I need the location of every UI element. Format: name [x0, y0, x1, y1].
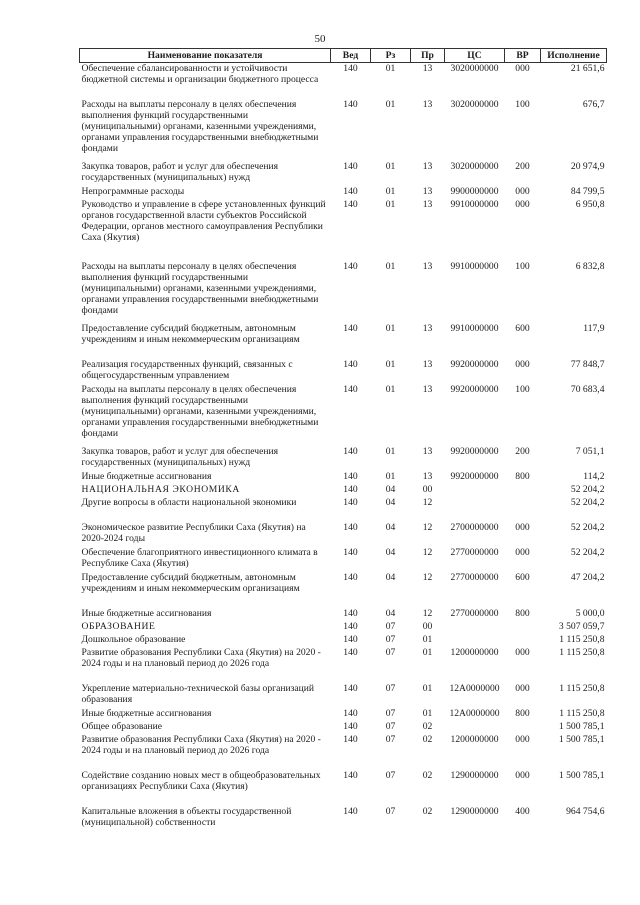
- rz-cell: 07: [385, 620, 396, 632]
- table-row: [80, 608, 607, 621]
- vr-cell: 800: [515, 707, 530, 719]
- rz-cell: 01: [385, 198, 396, 210]
- execution-cell: 676,7: [582, 98, 605, 110]
- execution-cell: 1 500 785,1: [558, 769, 605, 781]
- cs-cell: [445, 721, 505, 734]
- pr-cell: 13: [422, 160, 433, 172]
- execution-cell: 52 204,2: [570, 546, 605, 558]
- ved-cell: 140: [343, 720, 358, 732]
- indicator-name-cell: Развитие образования Республики Саха (Якутия) на 2020 - 2024 годы и на плановый период до 2026 года: [81, 733, 321, 756]
- cs-cell: 9910000000: [450, 260, 499, 272]
- execution-cell: 52 204,2: [570, 496, 605, 508]
- table-row: [80, 497, 607, 522]
- table-row: [80, 547, 607, 572]
- execution-cell: 114,2: [583, 470, 605, 482]
- indicator-name-cell: ОБРАЗОВАНИЕ: [81, 620, 156, 632]
- rz-cell: 01: [385, 383, 396, 395]
- vr-cell: 000: [515, 185, 530, 197]
- rz-cell: 01: [385, 185, 396, 197]
- pr-cell: 12: [422, 496, 433, 508]
- cs-cell: 9920000000: [450, 470, 499, 482]
- vr-cell: [505, 634, 541, 647]
- column-header-execution: Исполнение: [541, 49, 607, 63]
- column-header-ved: Вед: [331, 49, 371, 63]
- pr-cell: 00: [422, 620, 433, 632]
- indicator-name-cell: Иные бюджетные ассигнования: [81, 470, 212, 482]
- execution-cell: 70 683,4: [570, 383, 605, 395]
- table-row: [80, 446, 607, 471]
- execution-cell: 20 974,9: [570, 160, 605, 172]
- page-number: 50: [314, 33, 326, 45]
- table-row: [80, 199, 607, 261]
- pr-cell: 02: [422, 720, 433, 732]
- cs-cell: 2770000000: [450, 607, 499, 619]
- pr-cell: 02: [422, 769, 433, 781]
- pr-cell: 12: [422, 607, 433, 619]
- ved-cell: 140: [343, 160, 358, 172]
- table-row: [80, 734, 607, 770]
- table-row: [80, 384, 607, 446]
- rz-cell: 07: [385, 646, 396, 658]
- vr-cell: 400: [515, 805, 530, 817]
- cs-cell: 9910000000: [450, 198, 499, 210]
- vr-cell: 000: [515, 63, 530, 74]
- indicator-name-cell: Непрограммные расходы: [81, 185, 185, 197]
- table-row: [80, 63, 607, 99]
- indicator-name-cell: Иные бюджетные ассигнования: [81, 607, 212, 619]
- execution-cell: 1 500 785,1: [558, 720, 605, 732]
- vr-cell: 800: [515, 470, 530, 482]
- rz-cell: 07: [385, 682, 396, 694]
- table-row: [80, 186, 607, 199]
- execution-cell: 52 204,2: [570, 483, 605, 495]
- execution-cell: 7 051,1: [575, 445, 605, 457]
- rz-cell: 07: [385, 769, 396, 781]
- vr-cell: 000: [515, 733, 530, 745]
- pr-cell: 13: [422, 322, 433, 334]
- indicator-name-cell: Обеспечение благоприятного инвестиционного климата в Республике Саха (Якутия): [81, 546, 318, 569]
- vr-cell: 100: [515, 98, 530, 110]
- pr-cell: 13: [422, 445, 433, 457]
- execution-cell: 1 115 250,8: [559, 646, 605, 658]
- vr-cell: 000: [515, 358, 530, 370]
- cs-cell: 9910000000: [450, 322, 499, 334]
- cs-cell: 2770000000: [450, 546, 499, 558]
- ved-cell: 140: [343, 546, 358, 558]
- rz-cell: 01: [385, 470, 396, 482]
- table-row: [80, 323, 607, 359]
- pr-cell: 01: [422, 633, 433, 645]
- table-row: [80, 261, 607, 323]
- table-row: [80, 621, 607, 634]
- vr-cell: 000: [515, 546, 530, 558]
- budget-execution-table: [79, 48, 607, 831]
- indicator-name-cell: Предоставление субсидий бюджетным, автономным учреждениям и иным некоммерческим организациям: [81, 571, 300, 594]
- execution-cell: 6 832,8: [575, 260, 605, 272]
- ved-cell: 140: [343, 707, 358, 719]
- vr-cell: 800: [515, 607, 530, 619]
- indicator-name-cell: Предоставление субсидий бюджетным, автономным учреждениям и иным некоммерческим организациям: [81, 322, 300, 345]
- execution-cell: 77 848,7: [570, 358, 605, 370]
- ved-cell: 140: [343, 521, 358, 533]
- vr-cell: 000: [515, 521, 530, 533]
- indicator-name-cell: Расходы на выплаты персоналу в целях обеспечения выполнения функций государственными (муниципальными) органами, казенными учреждениями, органами управления государственными внебюджетными фондами: [81, 383, 319, 439]
- vr-cell: [505, 484, 541, 497]
- table-row: [80, 634, 607, 647]
- column-header-rz: Рз: [371, 49, 411, 63]
- pr-cell: 13: [422, 383, 433, 395]
- vr-cell: 100: [515, 260, 530, 272]
- table-row: [80, 572, 607, 608]
- column-header-vr: ВР: [505, 49, 541, 63]
- vr-cell: [505, 721, 541, 734]
- pr-cell: 13: [422, 470, 433, 482]
- indicator-name-cell: Общее образование: [81, 720, 163, 732]
- cs-cell: [445, 634, 505, 647]
- cs-cell: 3020000000: [450, 98, 499, 110]
- pr-cell: 01: [422, 646, 433, 658]
- vr-cell: 200: [515, 160, 530, 172]
- cs-cell: [445, 484, 505, 497]
- indicator-name-cell: Содействие созданию новых мест в общеобразовательных организациях Республики Саха (Якутия): [81, 769, 321, 792]
- cs-cell: 3020000000: [450, 63, 499, 74]
- vr-cell: 000: [515, 769, 530, 781]
- indicator-name-cell: Расходы на выплаты персоналу в целях обеспечения выполнения функций государственными (муниципальными) органами, казенными учреждениями, органами управления государственными внебюджетными фондами: [81, 98, 319, 154]
- cs-cell: 3020000000: [450, 160, 499, 172]
- rz-cell: 04: [385, 546, 396, 558]
- table-row: [80, 770, 607, 806]
- pr-cell: 13: [422, 63, 433, 74]
- indicator-name-cell: Дошкольное образование: [81, 633, 186, 645]
- rz-cell: 07: [385, 707, 396, 719]
- execution-cell: 6 950,8: [575, 198, 605, 210]
- table-row: [80, 806, 607, 831]
- ved-cell: 140: [343, 185, 358, 197]
- rz-cell: 01: [385, 445, 396, 457]
- pr-cell: 12: [422, 521, 433, 533]
- pr-cell: 12: [422, 571, 433, 583]
- execution-cell: 117,9: [583, 322, 605, 334]
- pr-cell: 01: [422, 682, 433, 694]
- indicator-name-cell: Другие вопросы в области национальной экономики: [81, 496, 297, 508]
- cs-cell: 1200000000: [450, 646, 499, 658]
- execution-cell: 3 507 059,7: [558, 620, 605, 632]
- ved-cell: 140: [343, 805, 358, 817]
- pr-cell: 13: [422, 358, 433, 370]
- table-row: [80, 161, 607, 186]
- vr-cell: 600: [515, 322, 530, 334]
- indicator-name-cell: Закупка товаров, работ и услуг для обеспечения государственных (муниципальных) нужд: [81, 445, 279, 468]
- ved-cell: 140: [343, 260, 358, 272]
- indicator-name-cell: Развитие образования Республики Саха (Якутия) на 2020 - 2024 годы и на плановый период до 2026 года: [81, 646, 321, 669]
- rz-cell: 07: [385, 720, 396, 732]
- rz-cell: 07: [385, 805, 396, 817]
- ved-cell: 140: [343, 483, 358, 495]
- indicator-name-cell: Реализация государственных функций, связанных с общегосударственным управлением: [81, 358, 293, 381]
- indicator-name-cell: Укрепление материально-технической базы организаций образования: [81, 682, 315, 705]
- cs-cell: 12А0000000: [449, 707, 500, 719]
- column-header-cs: ЦС: [445, 49, 505, 63]
- rz-cell: 04: [385, 496, 396, 508]
- ved-cell: 140: [343, 607, 358, 619]
- table-header-row: [80, 49, 607, 63]
- cs-cell: 1290000000: [450, 769, 499, 781]
- execution-cell: 1 115 250,8: [559, 682, 605, 694]
- pr-cell: 12: [422, 546, 433, 558]
- table-row: [80, 99, 607, 161]
- indicator-name-cell: Руководство и управление в сфере установленных функций органов государственной власти субъектов Российской Федерации, органов местного самоуправления Республики Саха (Якутия): [81, 198, 326, 243]
- rz-cell: 01: [385, 260, 396, 272]
- rz-cell: 04: [385, 571, 396, 583]
- execution-cell: 1 500 785,1: [558, 733, 605, 745]
- rz-cell: 01: [385, 63, 396, 74]
- rz-cell: 04: [385, 483, 396, 495]
- execution-cell: 1 115 250,8: [559, 633, 605, 645]
- ved-cell: 140: [343, 769, 358, 781]
- indicator-name-cell: Расходы на выплаты персоналу в целях обеспечения выполнения функций государственными (муниципальными) органами, казенными учреждениями, органами управления государственными внебюджетными фондами: [81, 260, 319, 316]
- vr-cell: 000: [515, 646, 530, 658]
- pr-cell: 02: [422, 733, 433, 745]
- pr-cell: 02: [422, 805, 433, 817]
- indicator-name-cell: Обеспечение сбалансированности и устойчивости бюджетной системы и организации бюджетного процесса: [81, 63, 319, 85]
- cs-cell: 9920000000: [450, 445, 499, 457]
- pr-cell: 13: [422, 185, 433, 197]
- rz-cell: 01: [385, 98, 396, 110]
- execution-cell: 5 000,0: [575, 607, 605, 619]
- pr-cell: 13: [422, 98, 433, 110]
- pr-cell: 00: [422, 483, 433, 495]
- rz-cell: 01: [385, 358, 396, 370]
- cs-cell: 2700000000: [450, 521, 499, 533]
- ved-cell: 140: [343, 445, 358, 457]
- cs-cell: 12А0000000: [449, 682, 500, 694]
- pr-cell: 13: [422, 198, 433, 210]
- cs-cell: 1200000000: [450, 733, 499, 745]
- rz-cell: 04: [385, 607, 396, 619]
- pr-cell: 13: [422, 260, 433, 272]
- cs-cell: [445, 621, 505, 634]
- execution-cell: 21 651,6: [570, 63, 605, 74]
- vr-cell: 200: [515, 445, 530, 457]
- indicator-name-cell: НАЦИОНАЛЬНАЯ ЭКОНОМИКА: [81, 483, 240, 495]
- execution-cell: 964 754,6: [566, 805, 605, 817]
- table-row: [80, 522, 607, 547]
- table-row: [80, 471, 607, 484]
- execution-cell: 47 204,2: [570, 571, 605, 583]
- cs-cell: 9920000000: [450, 358, 499, 370]
- table-row: [80, 721, 607, 734]
- ved-cell: 140: [343, 322, 358, 334]
- indicator-name-cell: Капитальные вложения в объекты государственной (муниципальной) собственности: [81, 805, 292, 828]
- indicator-name-cell: Иные бюджетные ассигнования: [81, 707, 212, 719]
- cs-cell: 9920000000: [450, 383, 499, 395]
- ved-cell: 140: [343, 470, 358, 482]
- cs-cell: 1290000000: [450, 805, 499, 817]
- rz-cell: 01: [385, 322, 396, 334]
- indicator-name-cell: Закупка товаров, работ и услуг для обеспечения государственных (муниципальных) нужд: [81, 160, 279, 183]
- vr-cell: 000: [515, 682, 530, 694]
- table-row: [80, 647, 607, 683]
- vr-cell: 600: [515, 571, 530, 583]
- table-row: [80, 683, 607, 708]
- column-header-name: Наименование показателя: [80, 49, 331, 63]
- ved-cell: 140: [343, 646, 358, 658]
- cs-cell: 9900000000: [450, 185, 499, 197]
- rz-cell: 01: [385, 160, 396, 172]
- ved-cell: 140: [343, 63, 358, 74]
- indicator-name-cell: Экономическое развитие Республики Саха (Якутия) на 2020-2024 годы: [81, 521, 306, 544]
- table-body: [80, 63, 607, 831]
- ved-cell: 140: [343, 682, 358, 694]
- cs-cell: 2770000000: [450, 571, 499, 583]
- column-header-pr: Пр: [411, 49, 445, 63]
- ved-cell: 140: [343, 571, 358, 583]
- rz-cell: 07: [385, 633, 396, 645]
- ved-cell: 140: [343, 620, 358, 632]
- ved-cell: 140: [343, 496, 358, 508]
- rz-cell: 04: [385, 521, 396, 533]
- pr-cell: 01: [422, 707, 433, 719]
- execution-cell: 84 799,5: [570, 185, 605, 197]
- ved-cell: 140: [343, 98, 358, 110]
- cs-cell: [445, 497, 505, 522]
- ved-cell: 140: [343, 383, 358, 395]
- table-row: [80, 484, 607, 497]
- table-row: [80, 708, 607, 721]
- vr-cell: 000: [515, 198, 530, 210]
- ved-cell: 140: [343, 733, 358, 745]
- vr-cell: 100: [515, 383, 530, 395]
- execution-cell: 1 115 250,8: [559, 707, 605, 719]
- ved-cell: 140: [343, 358, 358, 370]
- ved-cell: 140: [343, 198, 358, 210]
- vr-cell: [505, 497, 541, 522]
- ved-cell: 140: [343, 633, 358, 645]
- rz-cell: 07: [385, 733, 396, 745]
- execution-cell: 52 204,2: [570, 521, 605, 533]
- table-row: [80, 359, 607, 384]
- vr-cell: [505, 621, 541, 634]
